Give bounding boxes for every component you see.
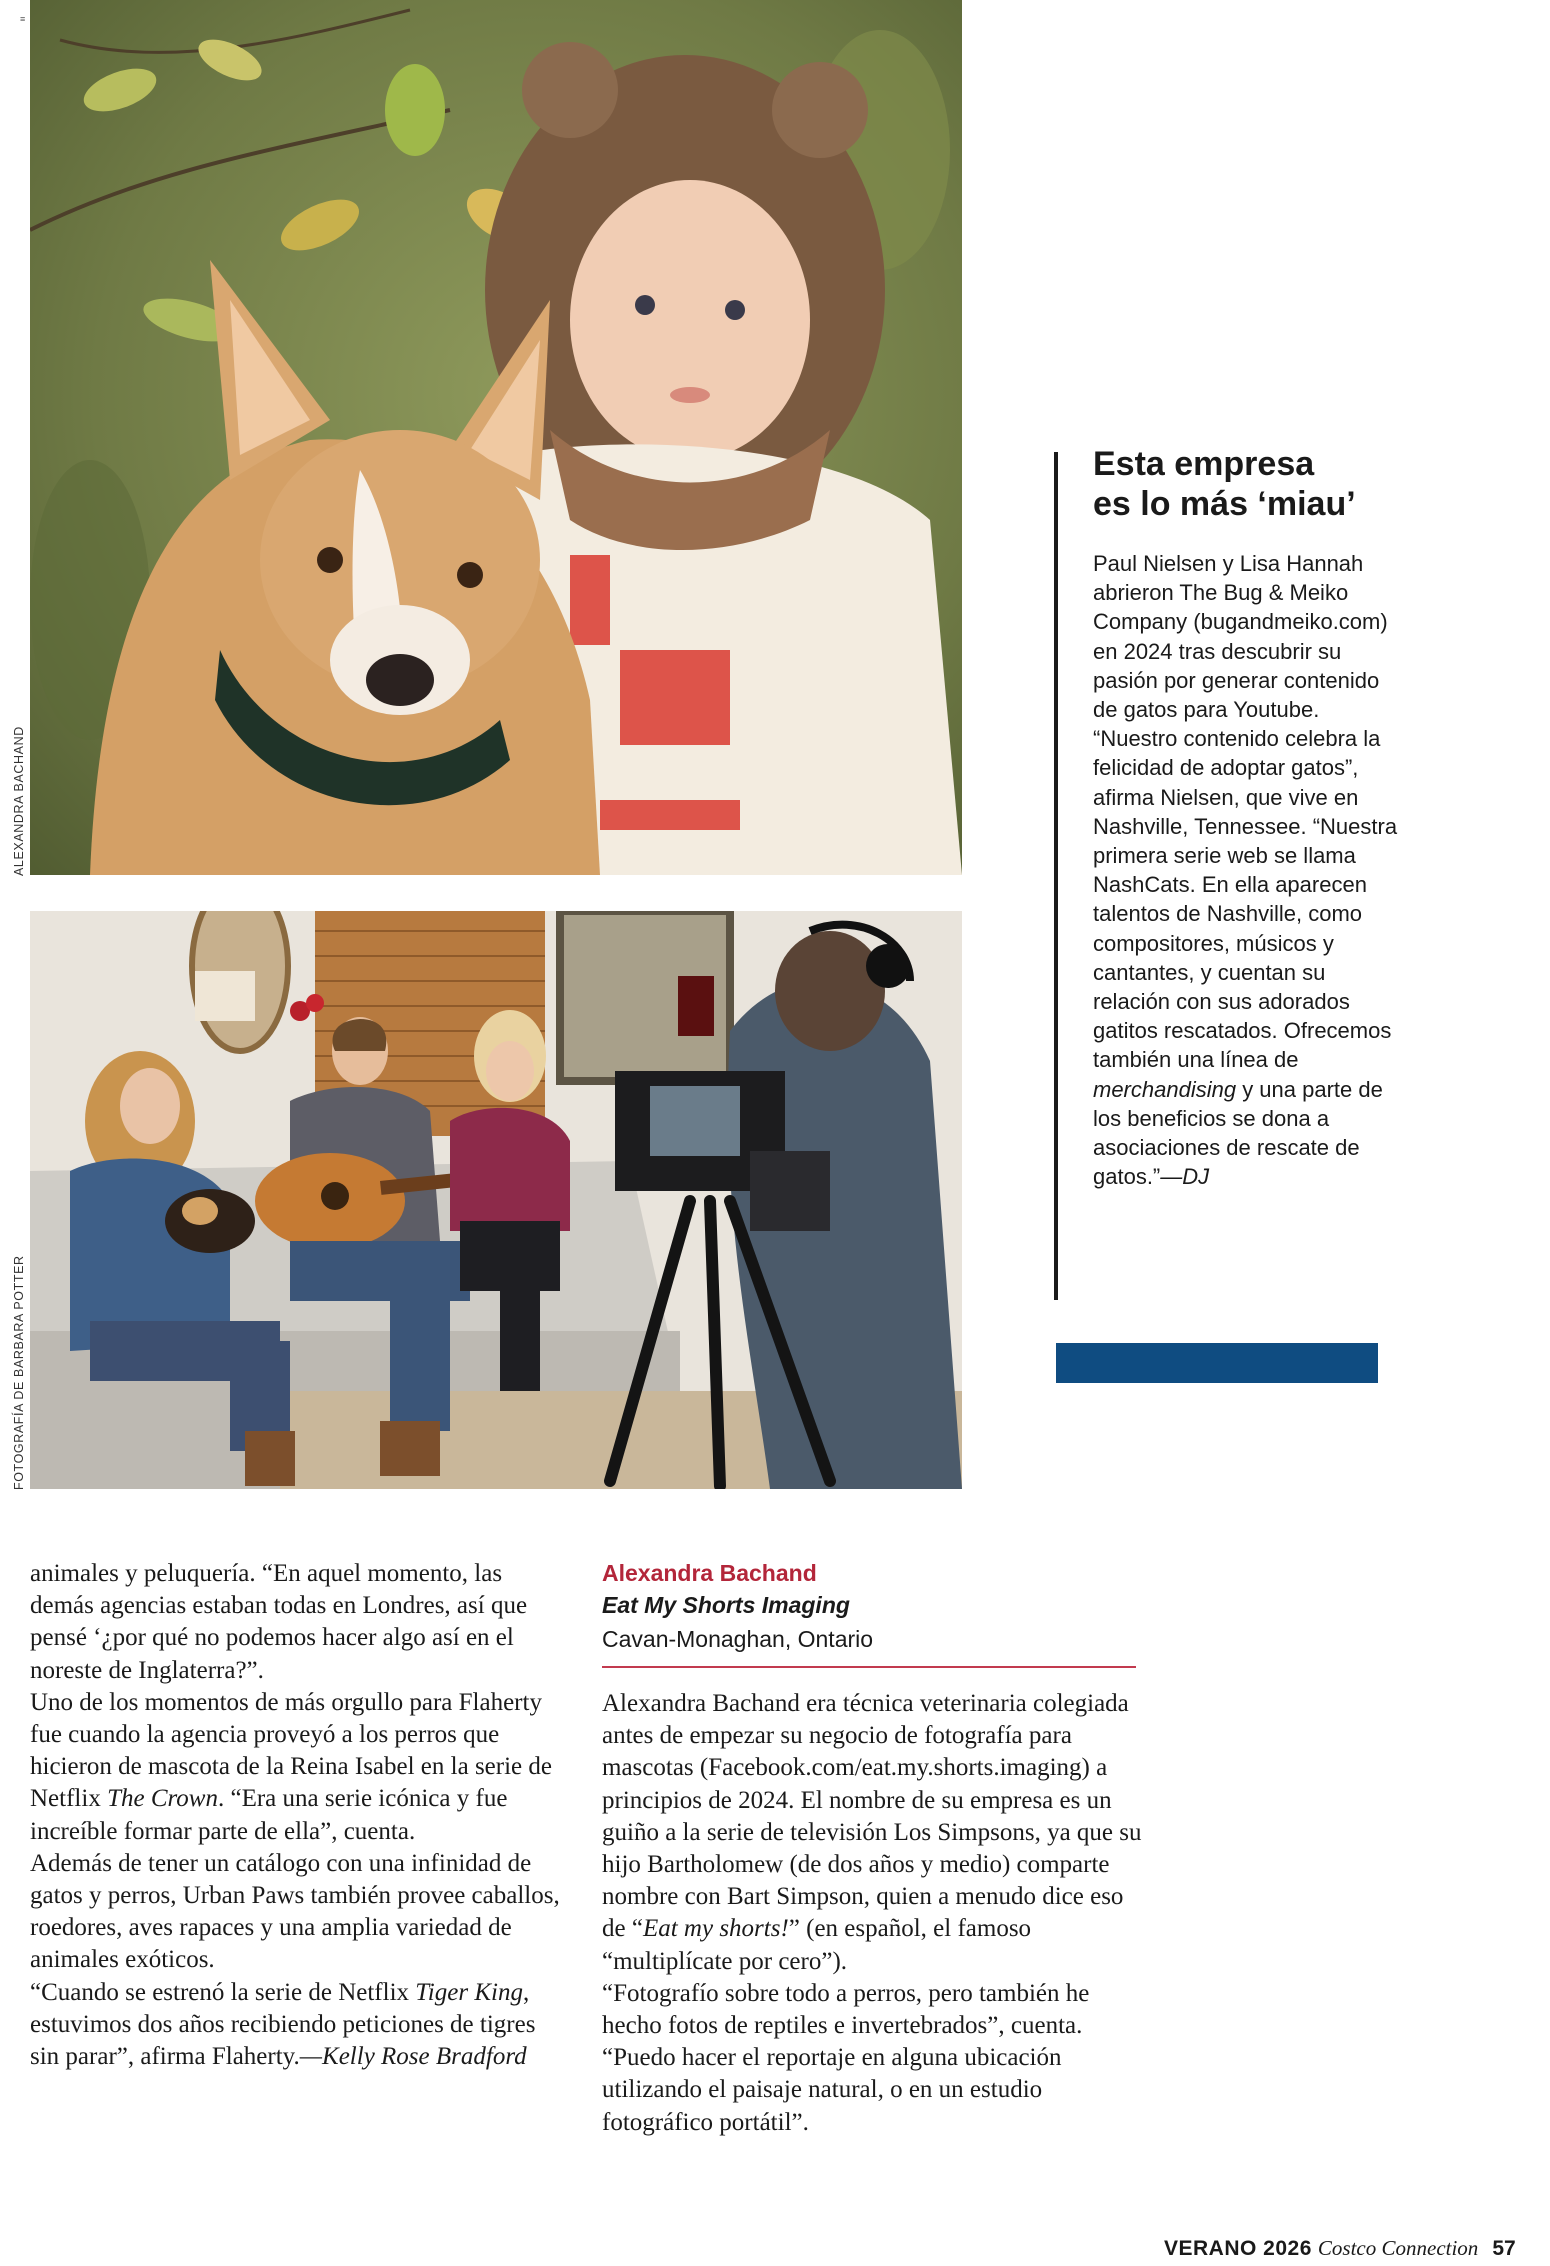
sidebar-body-emphasis: merchandising (1093, 1076, 1237, 1102)
profile-name: Alexandra Bachand (602, 1560, 817, 1586)
sidebar-body (1093, 549, 1403, 1191)
show-title: The Crown (107, 1785, 218, 1813)
paragraph-text: “Cuando se estrenó la serie de Netflix (30, 1978, 416, 2006)
sidebar-rule (1054, 452, 1058, 1300)
sidebar-title-line1: Esta empresa (1093, 445, 1315, 483)
sidebar-signature: —DJ (1160, 1164, 1210, 1190)
paragraph: “Fotografío sobre todo a perros, pero también he hecho fotos de reptiles e invertebrados”, cuenta. “Puedo hacer el reportaje en alguna ubicación utilizando el paisaje natural, o en un estudio fotográfico portátil”. (602, 1979, 1090, 2136)
footer-magazine: Costco Connection (1317, 2236, 1479, 2260)
paragraph-text: ” (en español, el famoso “multiplícate por cero”). (602, 1915, 1032, 1975)
paragraph (30, 1977, 570, 2074)
page-footer (1164, 2236, 1516, 2261)
sidebar-accent-bar (1056, 1343, 1378, 1383)
photo-credit-bottom: FOTOGRAFÍA DE BARBARA POTTER (12, 1255, 26, 1490)
profile-location: Cavan-Monaghan, Ontario (602, 1626, 874, 1652)
article-right-column (602, 1688, 1147, 2139)
photo-dog-and-child (30, 0, 962, 875)
article-left-column (30, 1558, 570, 2073)
paragraph: Además de tener un catálogo con una infinidad de gatos y perros, Urban Paws también provee caballos, roedores, aves rapaces y una amplia variedad de animales exóticos. (30, 1849, 560, 1974)
byline: —Kelly Rose Bradford (299, 2043, 527, 2071)
footer-issue: VERANO 2026 (1164, 2237, 1312, 2260)
photo-credit-top: ALEXANDRA BACHAND (12, 726, 26, 876)
edge-mark: ≡ (20, 14, 26, 24)
sidebar-title-line2: es lo más ‘miau’ (1093, 485, 1356, 523)
page-number: 57 (1492, 2237, 1516, 2260)
profile-company: Eat My Shorts Imaging (602, 1592, 850, 1618)
paragraph (602, 1688, 1147, 1978)
paragraph-text: Uno de los momentos de más orgullo para Flaherty fue cuando la agencia proveyó a los perros que hicieron de mascota de la Reina Isabel en la serie de Netflix (30, 1688, 552, 1813)
sidebar-body-text-end: y una parte de los beneficios se dona a asociaciones de rescate de gatos.” (1093, 1076, 1383, 1190)
paragraph-text: , estuvimos dos años recibiendo peticiones de tigres sin parar”, afirma Flaherty. (30, 1978, 536, 2071)
paragraph: animales y peluquería. “En aquel momento, las demás agencias estaban todas en Londres, así que pensé ‘¿por qué no podemos hacer algo así en el noreste de Inglaterra?”. (30, 1560, 528, 1684)
profile-divider (602, 1666, 1136, 1668)
sidebar-title (1093, 444, 1393, 524)
paragraph-text: Alexandra Bachand era técnica veterinaria colegiada antes de empezar su negocio de fotografía para mascotas (Facebook.com/eat.my.shorts.imaging) a principios de 2024. El nombre de su empresa es un guiño a la serie de televisión Los Simpsons, ya que su hijo Bartholomew (de dos años y medio) comparte nombre con Bart Simpson, quien a menudo dice eso de “ (602, 1690, 1142, 1943)
photo-filming-session (30, 911, 962, 1489)
paragraph-text: . “Era una serie icónica y fue increíble formar parte de ella”, cuenta. (30, 1785, 508, 1845)
sidebar-body-text: Paul Nielsen y Lisa Hannah abrieron The Bug & Meiko Company (bugandmeiko.com) en 2024 tras descubrir su pasión por generar contenido de gatos para Youtube. “Nuestro contenido celebra la felicidad de adoptar gatos”, afirma Nielsen, que vive en Nashville, Tennessee. “Nuestra primera serie web se llama NashCats. En ella aparecen talentos de Nashville, como compositores, músicos y cantantes, y cuentan su relación con sus adorados gatitos rescatados. Ofrecemos también una línea de (1093, 551, 1398, 1073)
paragraph (30, 1687, 570, 1848)
show-title: Tiger King (415, 1978, 523, 2006)
quote-emphasis: Eat my shorts! (642, 1915, 789, 1943)
